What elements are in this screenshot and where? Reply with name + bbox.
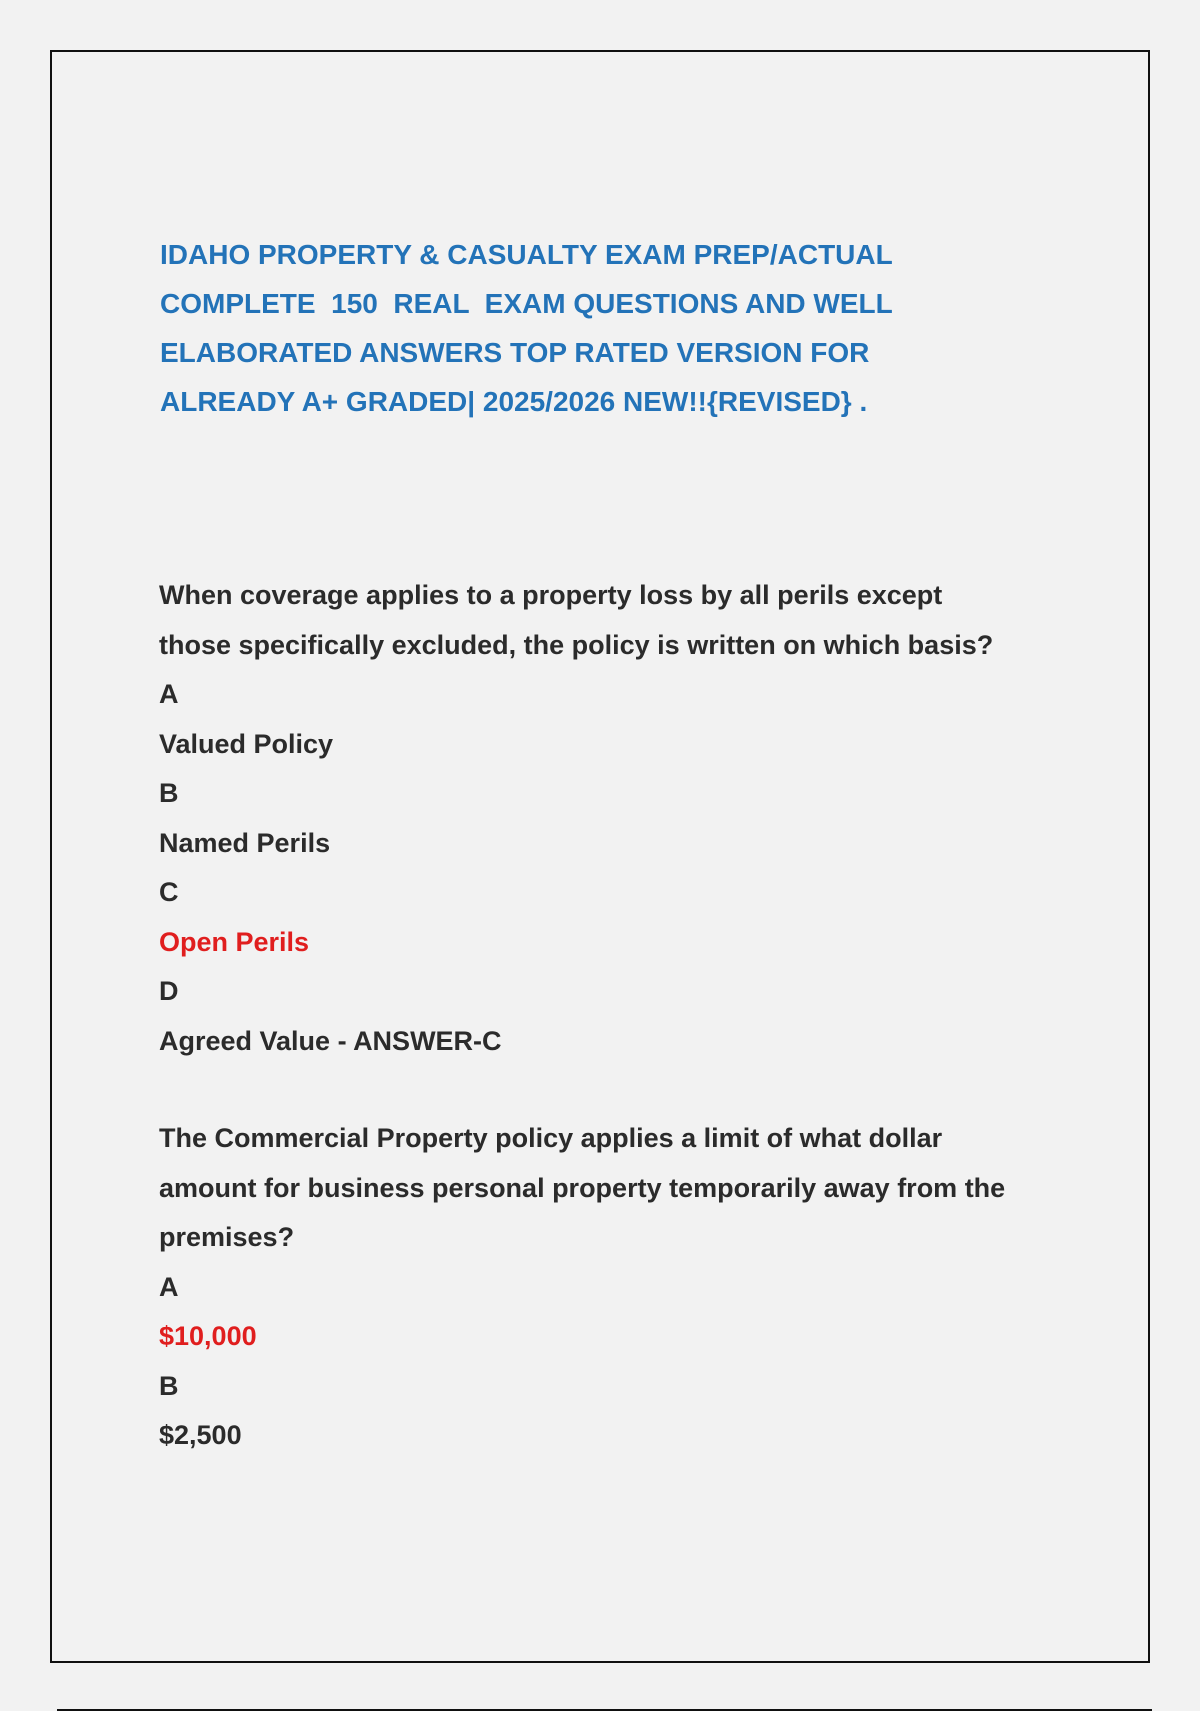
- option-text: Agreed Value - ANSWER-C: [159, 1025, 502, 1056]
- option-text: $2,500: [159, 1420, 242, 1450]
- correct-option-text: $10,000: [159, 1321, 257, 1351]
- option-text: Valued Policy: [159, 728, 334, 759]
- question-text: amount for business personal property temporarily away from the: [159, 1172, 1006, 1203]
- question-1: [159, 571, 1089, 1066]
- title-line: ELABORATED ANSWERS TOP RATED VERSION FOR: [160, 337, 870, 368]
- title-line: IDAHO PROPERTY & CASUALTY EXAM PREP/ACTUAL: [160, 239, 893, 270]
- option-letter: D: [159, 976, 179, 1006]
- option-letter: B: [159, 1370, 179, 1401]
- option-letter: A: [159, 679, 179, 709]
- question-spacer: [159, 1066, 1089, 1114]
- title-line: COMPLETE 150 REAL EXAM QUESTIONS AND WELL: [160, 288, 893, 319]
- question-text: those specifically excluded, the policy is written on which basis?: [159, 629, 994, 660]
- option-letter: A: [159, 1271, 179, 1302]
- question-2: [159, 1114, 1089, 1461]
- question-text: When coverage applies to a property loss by all perils except: [159, 580, 943, 610]
- option-letter: B: [159, 778, 179, 808]
- option-letter: C: [159, 877, 179, 907]
- document-title: [160, 230, 940, 426]
- question-text: The Commercial Property policy applies a limit of what dollar: [159, 1123, 943, 1153]
- correct-option-text: Open Perils: [159, 926, 310, 957]
- option-text: Named Perils: [159, 827, 331, 858]
- title-line: ALREADY A+ GRADED| 2025/2026 NEW!!{REVISED} .: [160, 386, 868, 417]
- question-text: premises?: [159, 1222, 295, 1252]
- question-list: [159, 571, 1089, 1461]
